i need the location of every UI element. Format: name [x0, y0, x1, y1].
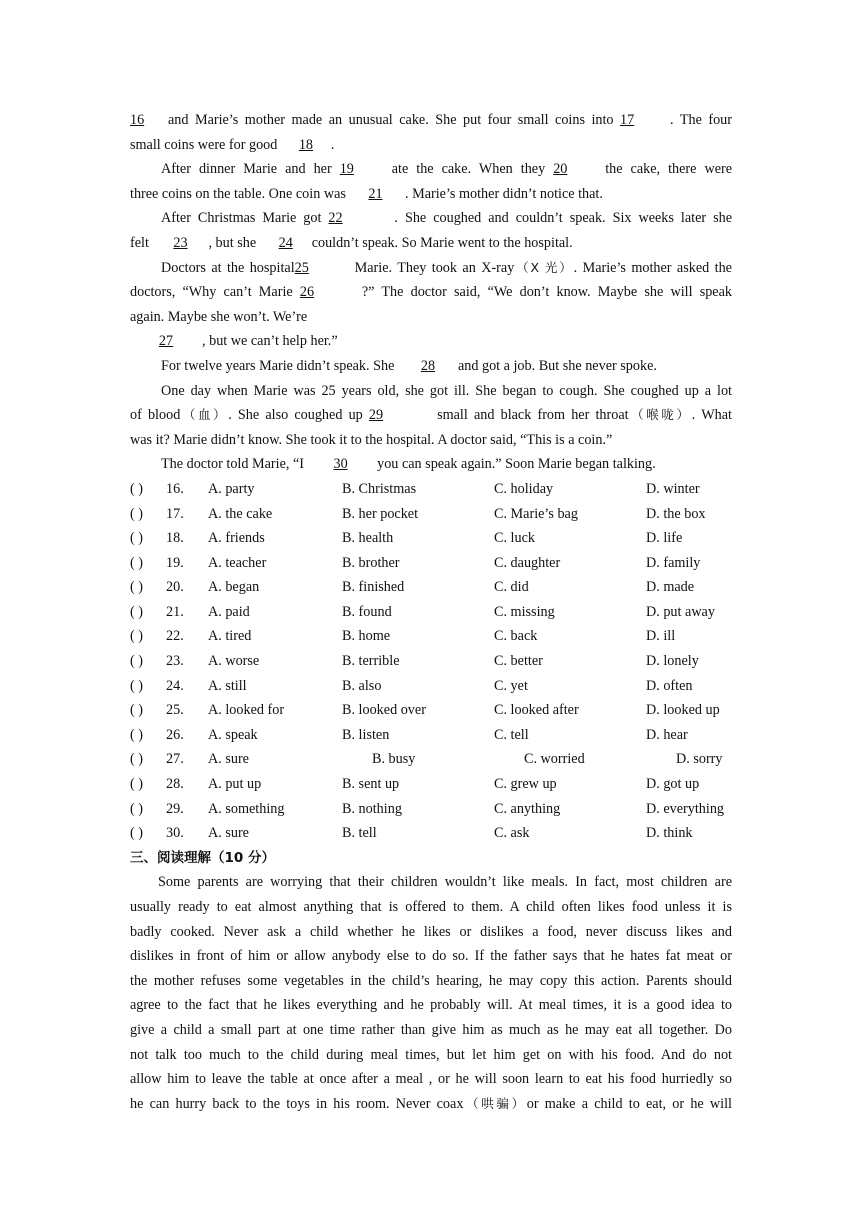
option-a[interactable]: A. looked for — [208, 702, 285, 719]
option-c[interactable]: C. missing — [494, 603, 555, 620]
cloze-line — [130, 182, 732, 207]
blank-17[interactable]: 17 — [620, 112, 635, 128]
cloze-text: felt — [130, 234, 149, 251]
option-b[interactable]: B. health — [342, 530, 394, 547]
question-row — [130, 477, 732, 502]
question-number: 16. — [166, 480, 184, 497]
option-b[interactable]: B. brother — [342, 554, 400, 571]
answer-slot[interactable]: ( ) — [130, 505, 143, 522]
answer-slot[interactable]: ( ) — [130, 628, 143, 645]
answer-slot[interactable]: ( ) — [130, 751, 143, 768]
question-number: 25. — [166, 702, 184, 719]
cloze-text: again. Maybe she won’t. We’re — [130, 308, 308, 325]
option-d[interactable]: D. think — [646, 825, 693, 842]
answer-slot[interactable]: ( ) — [130, 530, 143, 547]
answer-slot[interactable]: ( ) — [130, 825, 143, 842]
option-a[interactable]: A. began — [208, 579, 260, 596]
question-row — [130, 747, 732, 772]
option-d[interactable]: D. looked up — [646, 702, 720, 719]
option-b[interactable]: B. home — [342, 628, 391, 645]
option-c[interactable]: C. holiday — [494, 480, 554, 497]
question-row — [130, 526, 732, 551]
cloze-text: you can speak again.” Soon Marie began talking. — [377, 456, 656, 473]
reading-line: badly cooked. Never ask a child whether he likes or dislikes a food, never discuss likes and — [130, 923, 732, 940]
option-c[interactable]: C. yet — [494, 677, 528, 694]
question-list — [130, 477, 732, 846]
blank-26[interactable]: 26 — [299, 284, 315, 301]
option-d[interactable]: D. life — [646, 530, 683, 547]
cloze-text: After Christmas Marie got — [161, 210, 322, 227]
blank-21[interactable]: 21 — [368, 185, 383, 202]
question-number: 22. — [166, 628, 184, 645]
cloze-line — [130, 256, 732, 281]
reading-text: he can hurry back to the toys in his room. Never coax — [130, 1095, 464, 1112]
option-a[interactable]: A. friends — [208, 530, 265, 547]
cloze-text: . The four — [670, 112, 733, 128]
xray-gloss: （X 光） — [514, 259, 574, 275]
cloze-passage — [130, 108, 732, 477]
cloze-text: Marie. They took an X-ray — [354, 259, 515, 276]
cloze-line — [130, 428, 732, 453]
option-c[interactable]: C. grew up — [494, 776, 557, 793]
reading-line: not talk too much to the child during meal times, but let him get on with his food. And do not — [130, 1046, 732, 1063]
option-c[interactable]: C. looked after — [494, 702, 579, 719]
question-row — [130, 698, 732, 723]
question-row — [130, 797, 732, 822]
cloze-line — [130, 231, 732, 256]
option-a[interactable]: A. teacher — [208, 554, 267, 571]
blank-18[interactable]: 18 — [298, 136, 313, 153]
cloze-line — [130, 379, 732, 404]
question-number: 21. — [166, 603, 184, 620]
question-number: 19. — [166, 554, 184, 571]
question-number: 20. — [166, 579, 184, 596]
cloze-text: . — [330, 136, 335, 153]
option-d[interactable]: D. got up — [646, 776, 700, 793]
cloze-text: doctors, “Why can’t Marie — [130, 284, 293, 301]
option-d[interactable]: D. winter — [646, 480, 700, 497]
option-a[interactable]: A. sure — [208, 751, 249, 768]
option-b[interactable]: B. terrible — [342, 653, 400, 670]
question-number: 30. — [166, 825, 184, 842]
option-b[interactable]: B. tell — [342, 825, 377, 842]
blank-22[interactable]: 22 — [328, 210, 343, 227]
cloze-text: Doctors at the hospital — [161, 259, 295, 276]
option-d[interactable]: D. the box — [646, 505, 706, 522]
option-a[interactable]: A. still — [208, 677, 247, 694]
option-d[interactable]: D. ill — [646, 628, 676, 645]
reading-line: the mother refuses some vegetables in the child’s hearing, he may copy this action. Parents should — [130, 972, 732, 989]
option-c[interactable]: C. did — [494, 579, 529, 596]
reading-line: usually ready to eat almost anything that is offered to them. A child often likes food unless it is — [130, 899, 732, 915]
option-a[interactable]: A. speak — [208, 726, 258, 743]
answer-slot[interactable]: ( ) — [130, 800, 143, 817]
cloze-text: , but she — [208, 234, 257, 251]
answer-slot[interactable]: ( ) — [130, 776, 143, 793]
option-b[interactable]: B. found — [342, 603, 392, 620]
question-row — [130, 600, 732, 625]
question-row — [130, 772, 732, 797]
cloze-text: One day when Marie was 25 years old, she got ill. She began to cough. She coughed up a lot — [161, 382, 732, 399]
cloze-text: ate the cake. When they — [391, 161, 546, 178]
answer-slot[interactable]: ( ) — [130, 677, 143, 694]
option-a[interactable]: A. tired — [208, 628, 252, 645]
option-d[interactable]: D. often — [646, 677, 693, 694]
reading-line — [130, 1092, 732, 1117]
question-row — [130, 502, 732, 527]
blank-28[interactable]: 28 — [420, 357, 436, 374]
option-b[interactable]: B. Christmas — [342, 480, 417, 497]
option-c[interactable]: C. better — [494, 653, 543, 670]
cloze-text: . What — [691, 407, 732, 424]
option-c[interactable]: C. tell — [494, 726, 529, 743]
reading-line: give a child a small part at one time rather than give him as much as he may eat all together. Do — [130, 1021, 732, 1038]
option-b[interactable]: B. nothing — [342, 800, 402, 817]
cloze-text: After dinner Marie and her — [161, 161, 332, 178]
option-b[interactable]: B. finished — [342, 579, 405, 596]
answer-slot[interactable]: ( ) — [130, 653, 143, 670]
cloze-line — [130, 354, 732, 379]
option-a[interactable]: A. sure — [208, 825, 249, 842]
option-c[interactable]: C. Marie’s bag — [494, 505, 578, 522]
answer-slot[interactable]: ( ) — [130, 579, 143, 596]
option-a[interactable]: A. worse — [208, 653, 260, 670]
question-row — [130, 723, 732, 748]
cloze-text: . Marie’s mother asked the — [573, 259, 732, 276]
coax-gloss: （哄骗） — [463, 1095, 527, 1111]
option-d[interactable]: D. hear — [646, 726, 688, 743]
cloze-line — [130, 133, 732, 158]
option-d[interactable]: D. everything — [646, 800, 725, 817]
question-number: 26. — [166, 726, 184, 743]
option-c[interactable]: C. ask — [494, 825, 530, 842]
cloze-line — [130, 280, 732, 305]
answer-slot[interactable]: ( ) — [130, 702, 143, 719]
option-c[interactable]: C. daughter — [494, 554, 561, 571]
cloze-text: couldn’t speak. So Marie went to the hospital. — [311, 234, 573, 251]
reading-line: dislikes in front of him or allow anybody else to do so. If the father says that he hates fat meat or — [130, 948, 732, 965]
cloze-text: three coins on the table. One coin was — [130, 185, 346, 202]
section-heading: 三、阅读理解（10 分） — [130, 849, 275, 866]
cloze-text: ?” The doctor said, “We don’t know. Maybe she will speak — [361, 284, 732, 301]
option-a[interactable]: A. put up — [208, 776, 262, 793]
cloze-text: small and black from her throat — [437, 407, 629, 424]
question-row — [130, 649, 732, 674]
question-number: 29. — [166, 800, 184, 817]
blank-29[interactable]: 29 — [368, 407, 384, 424]
option-c[interactable]: C. anything — [494, 800, 561, 817]
cloze-text: was it? Marie didn’t know. She took it to the hospital. A doctor said, “This is a coin.” — [130, 431, 613, 448]
question-number: 23. — [166, 653, 184, 670]
cloze-text: For twelve years Marie didn’t speak. She — [161, 357, 395, 374]
option-d[interactable]: D. lonely — [646, 653, 699, 670]
cloze-text: and Marie’s mother made an unusual cake. She put four small coins into — [168, 112, 614, 128]
question-row — [130, 674, 732, 699]
option-a[interactable]: A. something — [208, 800, 285, 817]
answer-slot[interactable]: ( ) — [130, 726, 143, 743]
cloze-line — [130, 403, 732, 428]
question-number: 27. — [166, 751, 184, 768]
question-number: 28. — [166, 776, 184, 793]
cloze-line — [130, 108, 732, 133]
blood-gloss: （血） — [180, 407, 229, 423]
reading-line: allow him to leave the table at once after a meal , or he will soon learn to eat his food hurriedly so — [130, 1071, 732, 1088]
answer-slot[interactable]: ( ) — [130, 480, 143, 497]
blank-25[interactable]: 25 — [294, 259, 309, 276]
blank-16[interactable]: 16 — [130, 112, 145, 128]
option-b[interactable]: B. her pocket — [342, 505, 419, 522]
answer-slot[interactable]: ( ) — [130, 554, 143, 571]
question-number: 17. — [166, 505, 184, 522]
cloze-line — [130, 329, 732, 354]
reading-passage — [130, 870, 732, 1116]
blank-19[interactable]: 19 — [339, 161, 354, 178]
question-row — [130, 624, 732, 649]
cloze-line — [130, 157, 732, 182]
question-row — [130, 821, 732, 846]
blank-20[interactable]: 20 — [553, 161, 568, 178]
option-c[interactable]: C. back — [494, 628, 538, 645]
reading-line: Some parents are worrying that their children wouldn’t like meals. In fact, most children are — [158, 874, 732, 891]
cloze-text: . She also coughed up — [228, 407, 363, 424]
option-c[interactable]: C. luck — [494, 530, 535, 547]
reading-line: agree to the fact that he likes everything and he probably will. At meal times, it is a good idea to — [130, 997, 732, 1014]
cloze-text: , but we can’t help her.” — [202, 333, 338, 350]
option-b[interactable]: B. looked over — [342, 702, 426, 719]
cloze-line — [130, 206, 732, 231]
option-d[interactable]: D. made — [646, 579, 695, 596]
question-number: 24. — [166, 677, 184, 694]
cloze-text: small coins were for good — [130, 136, 278, 153]
blank-24[interactable]: 24 — [278, 234, 293, 251]
cloze-line — [130, 452, 732, 477]
option-d[interactable]: D. family — [646, 554, 701, 571]
option-a[interactable]: A. the cake — [208, 505, 273, 522]
cloze-line — [130, 305, 732, 330]
option-a[interactable]: A. party — [208, 480, 255, 497]
page-content — [130, 108, 732, 1116]
option-c[interactable]: C. worried — [524, 751, 585, 768]
cloze-text: the cake, there were — [605, 161, 733, 178]
option-b[interactable]: B. sent up — [342, 776, 400, 793]
reading-text: or make a child to eat, or he will — [526, 1095, 732, 1112]
option-d[interactable]: D. put away — [646, 603, 715, 620]
blank-23[interactable]: 23 — [173, 234, 188, 251]
blank-27[interactable]: 27 — [158, 333, 174, 350]
blank-30[interactable]: 30 — [333, 456, 348, 473]
option-b[interactable]: B. busy — [372, 751, 416, 768]
option-a[interactable]: A. paid — [208, 603, 250, 620]
option-b[interactable]: B. listen — [342, 726, 390, 743]
question-row — [130, 551, 732, 576]
cloze-text: of blood — [130, 407, 181, 424]
cloze-text: The doctor told Marie, “I — [161, 456, 305, 473]
cloze-text: . She coughed and couldn’t speak. Six weeks later she — [394, 210, 733, 227]
question-number: 18. — [166, 530, 184, 547]
question-row — [130, 575, 732, 600]
throat-gloss: （喉咙） — [628, 407, 692, 423]
cloze-text: . Marie’s mother didn’t notice that. — [405, 185, 603, 202]
answer-slot[interactable]: ( ) — [130, 603, 143, 620]
cloze-text: and got a job. But she never spoke. — [457, 357, 657, 374]
option-b[interactable]: B. also — [342, 677, 382, 694]
option-d[interactable]: D. sorry — [676, 751, 723, 768]
